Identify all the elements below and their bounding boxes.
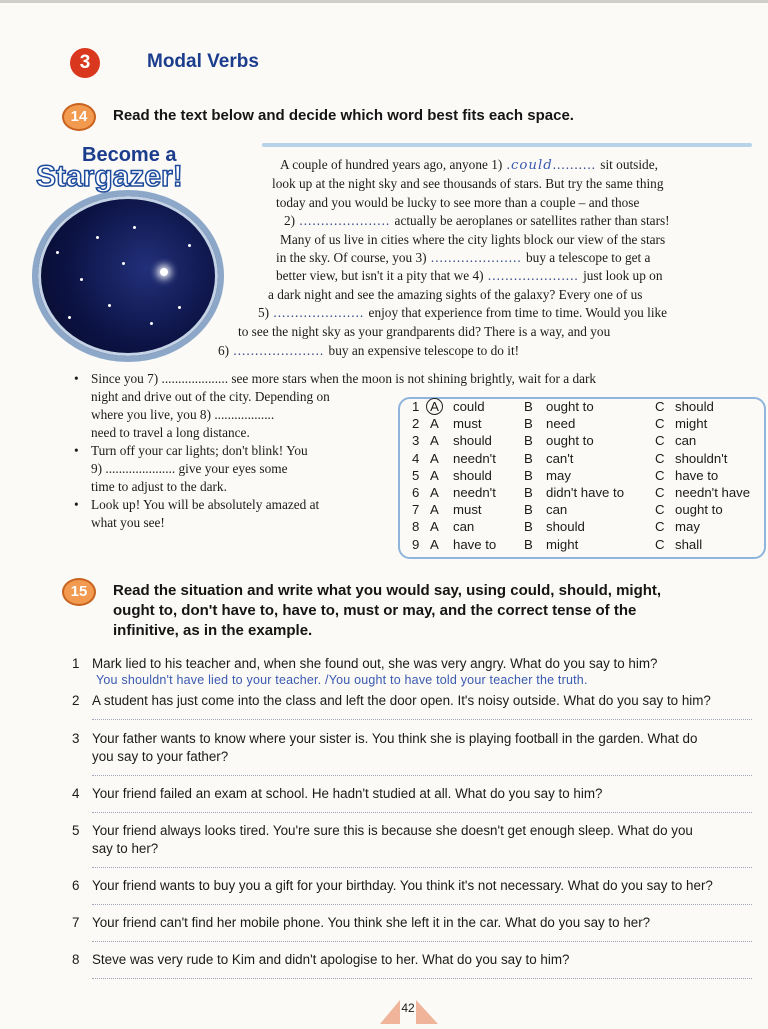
exercise-14-badge: 14 bbox=[62, 103, 96, 131]
answer-line[interactable] bbox=[92, 978, 752, 979]
text-line bbox=[268, 287, 642, 303]
question-text bbox=[92, 785, 757, 803]
question-text bbox=[92, 692, 757, 710]
text-segment: today and you would be lucky to see more than a couple – and those bbox=[276, 195, 640, 210]
option-a[interactable]: must bbox=[453, 502, 482, 518]
option-a[interactable]: needn't bbox=[453, 450, 496, 466]
answer-line[interactable] bbox=[92, 941, 752, 942]
option-letter-a[interactable]: A bbox=[430, 416, 439, 432]
answer-line[interactable] bbox=[92, 904, 752, 905]
text-line bbox=[280, 232, 665, 248]
question-line: Steve was very rude to Kim and didn't apologise to her. What do you say to him? bbox=[92, 952, 570, 967]
question-number: 3 bbox=[72, 731, 80, 746]
option-b[interactable]: may bbox=[546, 467, 571, 483]
question-line: Your friend failed an exam at school. He hadn't studied at all. What do you say to him? bbox=[92, 786, 603, 801]
gap-6[interactable]: ..................... bbox=[430, 250, 522, 265]
bullet-line: where you live, you 8) .................. bbox=[91, 407, 275, 422]
text-segment: in the sky. Of course, you 3) bbox=[276, 250, 427, 265]
text-segment: look up at the night sky and see thousands of stars. But try the same thing bbox=[272, 176, 664, 191]
option-b[interactable]: need bbox=[546, 416, 576, 432]
option-b[interactable]: can't bbox=[546, 450, 574, 466]
option-c[interactable]: needn't have bbox=[675, 485, 751, 500]
option-number: 4 bbox=[412, 450, 420, 466]
bullet-line: Turn off your car lights; don't blink! You bbox=[91, 443, 308, 458]
option-letter-c[interactable]: C bbox=[655, 519, 665, 535]
question-line: Your father wants to know where your sister is. You think she is playing football in the garden. What do bbox=[92, 731, 698, 746]
question-line: you say to your father? bbox=[92, 749, 229, 764]
unit-title: Modal Verbs bbox=[147, 51, 259, 72]
bullet-line: need to travel a long distance. bbox=[91, 425, 250, 440]
text-segment: buy an expensive telescope to do it! bbox=[328, 343, 520, 358]
option-c[interactable]: ought to bbox=[675, 502, 723, 518]
option-a[interactable]: should bbox=[453, 433, 492, 449]
text-line bbox=[258, 305, 667, 321]
gap-7[interactable]: ..................... bbox=[487, 268, 579, 283]
night-sky-illustration bbox=[32, 190, 224, 362]
answer-example: You shouldn't have lied to your teacher. /You ought to have told your teacher the truth. bbox=[96, 673, 588, 687]
text-line bbox=[280, 157, 658, 173]
page-number: 42 bbox=[401, 1001, 415, 1015]
option-c[interactable]: may bbox=[675, 519, 700, 535]
question-number: 8 bbox=[72, 952, 80, 967]
option-letter-b[interactable]: B bbox=[524, 433, 533, 449]
bullet-line: 9) ..................... give your eyes some bbox=[91, 461, 288, 476]
option-letter-b[interactable]: B bbox=[524, 450, 533, 466]
text-segment: better view, but isn't it a pity that we 4) bbox=[276, 268, 484, 283]
instruction-line-1: Read the situation and write what you would say, using could, should, might, bbox=[113, 582, 662, 599]
question-line: Your friend can't find her mobile phone. You think she left it in the car. What do you say to her? bbox=[92, 915, 651, 930]
option-number: 1 bbox=[412, 399, 420, 414]
option-letter-c[interactable]: C bbox=[655, 433, 665, 449]
question-text bbox=[92, 914, 757, 932]
option-letter-b[interactable]: B bbox=[524, 416, 533, 432]
option-b[interactable]: should bbox=[546, 519, 585, 535]
option-letter-b[interactable]: B bbox=[524, 485, 533, 500]
text-line bbox=[284, 213, 670, 229]
bullet-line: time to adjust to the dark. bbox=[91, 479, 227, 494]
option-letter-c[interactable]: C bbox=[655, 467, 665, 483]
question-number: 6 bbox=[72, 878, 80, 893]
question-line: Mark lied to his teacher and, when she found out, she was very angry. What do you say to him? bbox=[92, 656, 658, 671]
bullet-line: night and drive out of the city. Depending on bbox=[91, 389, 330, 404]
text-segment: just look up on bbox=[583, 268, 663, 283]
gap-11[interactable]: ..................... bbox=[233, 343, 325, 358]
text-segment: 2) bbox=[284, 213, 296, 228]
top-border bbox=[0, 0, 768, 3]
option-letter-c[interactable]: C bbox=[655, 536, 665, 552]
option-letter-c[interactable]: C bbox=[655, 399, 665, 414]
option-letter-b[interactable]: B bbox=[524, 399, 533, 414]
question-number: 4 bbox=[72, 786, 80, 801]
option-letter-a[interactable]: A bbox=[430, 502, 439, 518]
option-a[interactable]: should bbox=[453, 467, 492, 483]
question-line: Your friend wants to buy you a gift for your birthday. You think it's not necessary. What do you say to her? bbox=[92, 878, 713, 893]
option-b[interactable]: ought to bbox=[546, 433, 594, 449]
option-b[interactable]: didn't have to bbox=[546, 485, 625, 500]
exercise-15-badge: 15 bbox=[62, 578, 96, 606]
question-line: Your friend always looks tired. You're sure this is because she doesn't get enough sleep. What do you bbox=[92, 823, 693, 838]
text-line bbox=[276, 250, 650, 266]
option-a[interactable]: needn't bbox=[453, 485, 496, 500]
bullet-line: Look up! You will be absolutely amazed at bbox=[91, 497, 320, 512]
gap-answer: could bbox=[510, 158, 553, 173]
option-number: 2 bbox=[412, 416, 420, 432]
option-letter-b[interactable]: B bbox=[524, 519, 533, 535]
option-number: 7 bbox=[412, 502, 420, 518]
exercise-14-instruction: Read the text below and decide which word best fits each space. bbox=[113, 107, 574, 124]
text-segment: 5) bbox=[258, 305, 270, 320]
text-segment: a dark night and see the amazing sights of the galaxy? Every one of us bbox=[268, 287, 643, 302]
gap-9[interactable]: ..................... bbox=[273, 305, 365, 320]
option-c[interactable]: should bbox=[675, 399, 714, 414]
page-footer bbox=[358, 996, 458, 1024]
question-text bbox=[92, 730, 757, 766]
badge-stargazer: Stargazer! bbox=[36, 160, 183, 193]
option-number: 8 bbox=[412, 519, 420, 535]
gap-4[interactable]: ..................... bbox=[299, 213, 391, 228]
text-segment: enjoy that experience from time to time. Would you like bbox=[368, 305, 668, 320]
option-letter-a[interactable]: A bbox=[430, 467, 439, 483]
option-letter-c[interactable]: C bbox=[655, 485, 665, 500]
option-letter-a[interactable]: A bbox=[430, 519, 439, 535]
unit-number-badge: 3 bbox=[70, 48, 100, 78]
option-letter-a[interactable]: A bbox=[430, 485, 439, 500]
option-b[interactable]: can bbox=[546, 502, 568, 518]
text-line bbox=[276, 195, 639, 211]
option-c[interactable]: might bbox=[675, 416, 708, 432]
option-c[interactable]: have to bbox=[675, 467, 719, 483]
answer-line[interactable] bbox=[92, 719, 752, 720]
bullet-dot: • bbox=[74, 371, 79, 386]
option-number: 9 bbox=[412, 536, 420, 552]
text-line bbox=[218, 343, 519, 359]
text-line bbox=[276, 268, 662, 284]
question-text bbox=[92, 822, 757, 858]
instruction-line-2: ought to, don't have to, have to, must or may, and the correct tense of the bbox=[113, 602, 637, 619]
option-b[interactable]: ought to bbox=[546, 399, 594, 414]
bullet-dot: • bbox=[74, 443, 79, 458]
answer-line[interactable] bbox=[92, 775, 752, 776]
option-letter-a: A bbox=[426, 398, 443, 415]
text-line bbox=[238, 324, 610, 340]
answer-line[interactable] bbox=[92, 812, 752, 813]
option-c[interactable]: shall bbox=[675, 536, 703, 552]
question-line: A student has just come into the class and left the door open. It's noisy outside. What do you say to him? bbox=[92, 693, 711, 708]
exercise-15-instruction bbox=[113, 581, 661, 641]
gap-1[interactable]: .could.......... bbox=[506, 157, 596, 173]
question-text bbox=[92, 877, 757, 895]
text-segment: A couple of hundred years ago, anyone 1) bbox=[280, 157, 503, 172]
text-segment: 6) bbox=[218, 343, 230, 358]
option-letter-c[interactable]: C bbox=[655, 416, 665, 432]
bullet-7-line: Since you 7) .................... see more stars when the moon is not shining brightly, wait for a dark bbox=[91, 371, 597, 386]
bullet-line: what you see! bbox=[91, 515, 165, 530]
option-number: 6 bbox=[412, 485, 420, 500]
question-number: 1 bbox=[72, 656, 80, 671]
option-c[interactable]: can bbox=[675, 433, 697, 449]
option-b[interactable]: might bbox=[546, 536, 579, 552]
option-letter-b[interactable]: B bbox=[524, 467, 533, 483]
option-c[interactable]: shouldn't bbox=[675, 450, 728, 466]
option-a[interactable]: could bbox=[453, 399, 485, 414]
answer-line[interactable] bbox=[92, 867, 752, 868]
text-segment: Many of us live in cities where the city lights block our view of the stars bbox=[280, 232, 666, 247]
option-number: 3 bbox=[412, 433, 420, 449]
text-segment: sit outside, bbox=[600, 157, 658, 172]
bullet-dot: • bbox=[74, 497, 79, 512]
question-number: 7 bbox=[72, 915, 80, 930]
option-letter-b[interactable]: B bbox=[524, 536, 533, 552]
option-a[interactable]: can bbox=[453, 519, 475, 535]
option-a[interactable]: must bbox=[453, 416, 482, 432]
option-letter-a[interactable]: A bbox=[430, 450, 439, 466]
option-letter-a[interactable]: A bbox=[430, 536, 439, 552]
text-header-bar bbox=[262, 143, 752, 147]
question-number: 5 bbox=[72, 823, 80, 838]
instruction-line-3: infinitive, as in the example. bbox=[113, 622, 313, 639]
option-letter-c[interactable]: C bbox=[655, 450, 665, 466]
badge-become: Become a bbox=[82, 144, 177, 166]
option-letter-c[interactable]: C bbox=[655, 502, 665, 518]
text-segment: buy a telescope to get a bbox=[526, 250, 651, 265]
option-letter-b[interactable]: B bbox=[524, 502, 533, 518]
question-line: say to her? bbox=[92, 841, 159, 856]
text-segment: actually be aeroplanes or satellites rather than stars! bbox=[394, 213, 670, 228]
text-segment: to see the night sky as your grandparents did? There is a way, and you bbox=[238, 324, 611, 339]
question-text bbox=[92, 951, 757, 969]
option-number: 5 bbox=[412, 467, 420, 483]
option-a[interactable]: have to bbox=[453, 536, 497, 552]
option-letter-a[interactable]: A bbox=[430, 433, 439, 449]
text-line bbox=[272, 176, 663, 192]
question-number: 2 bbox=[72, 693, 80, 708]
